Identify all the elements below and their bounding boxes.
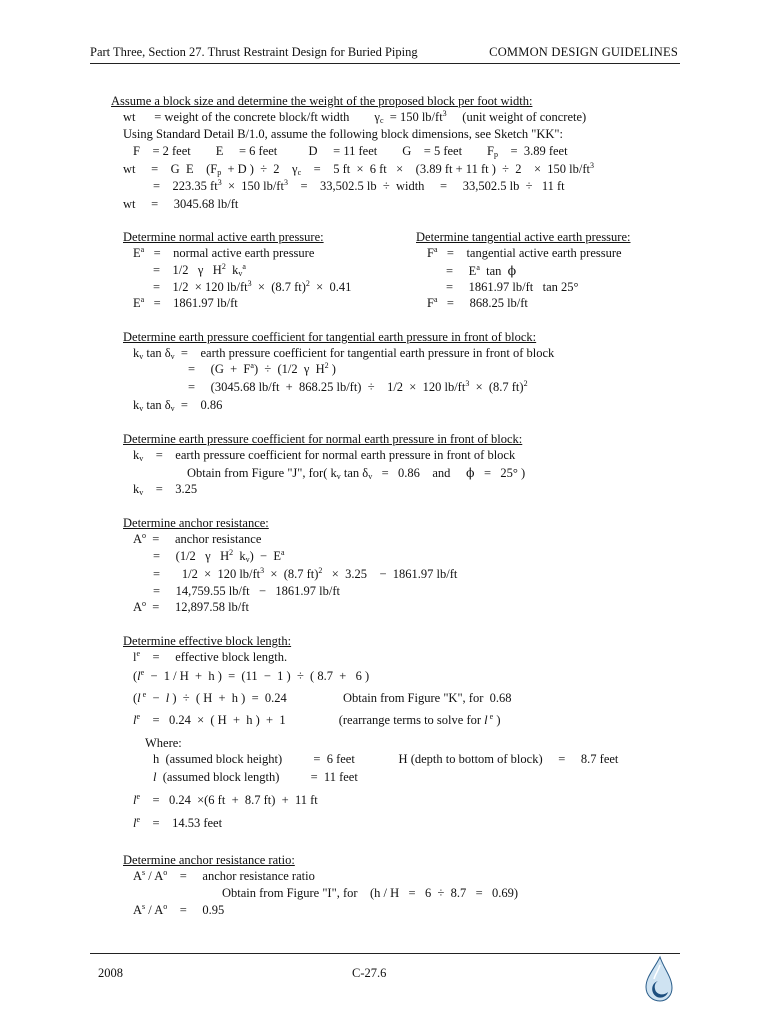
section-heading: Determine tangential active earth pressure: xyxy=(416,230,631,244)
footer-page-number: C-27.6 xyxy=(352,966,387,980)
equation-line: F = 2 feet E = 6 feet D = 11 feet G = 5 feet $F_p$ = 3.89 feet xyxy=(133,144,568,159)
header-guidelines-title: COMMON DESIGN GUIDELINES xyxy=(489,45,678,59)
equation-line: = $(G + F^a) \div (1/2$ γ $H^2$ ) xyxy=(188,361,336,376)
equation-line: l (assumed block length) = 11 feet xyxy=(153,770,358,784)
equation-line: ($l^e - 1 / H + h$ ) = (11 − 1 ) ÷ ( 8.7 + 6 ) xyxy=(133,668,370,683)
equation-line: $k_v$ $\tan \delta_v$ = 0.86 xyxy=(133,398,223,413)
equation-line: = 14,759.55 lb/ft − 1861.97 lb/ft xyxy=(153,584,341,598)
section-heading: Determine anchor resistance ratio: xyxy=(123,853,295,867)
equation-line: Obtain from Figure "I", for (h / H = 6 ÷ 8.7 = 0.69) xyxy=(222,886,519,900)
equation-line: $k_v$ $\tan \delta_v$ = earth pressure coefficient for tangential earth pressure in front of block xyxy=(133,346,555,361)
water-drop-logo-icon xyxy=(640,955,674,1003)
equation-line: = 1/2 × 120 $lb/ft^3 \times (8.7$ ft)$^2$ × 0.41 xyxy=(153,279,352,294)
equation-line: wt = 3045.68 lb/ft xyxy=(123,197,239,211)
header-section-title: Part Three, Section 27. Thrust Restraint Design for Buried Piping xyxy=(90,45,418,59)
equation-line: = $E^a$ tan ϕ xyxy=(446,263,517,278)
section-heading: Assume a block size and determine the weight of the proposed block per foot width: xyxy=(111,94,533,108)
section-heading: Determine earth pressure coefficient for tangential earth pressure in front of block: xyxy=(123,330,537,344)
equation-line: $k_v$ = 3.25 xyxy=(133,482,198,497)
equation-line: Where: xyxy=(145,736,182,750)
equation-line: = (1/2 γ $H^2$ $k_v) - E^a$ xyxy=(153,548,285,564)
equation-line: $l^e$ = 0.24 ×(6 ft + 8.7 ft) + 11 ft xyxy=(133,792,318,807)
equation-line: Obtain from Figure "J", for( $k_v$ $\tan \delta_v = 0.86$ and ϕ = 25° ) xyxy=(187,465,526,481)
section-heading: Determine earth pressure coefficient for normal earth pressure in front of block: xyxy=(123,432,523,446)
equation-line: = 1/2 × 120 $lb/ft^3 \times (8.7$ ft)$^2$ × 3.25 − 1861.97 lb/ft xyxy=(153,566,458,581)
equation-line: $l^e$ = effective block length. xyxy=(133,649,288,664)
equation-line: $E^a$ = normal active earth pressure xyxy=(133,245,315,260)
header-rule xyxy=(90,63,680,64)
equation-line: wt = weight of the concrete block/ft width $\gamma_c = 150$ $lb/ft^3$ (unit weight of concrete) xyxy=(123,109,587,125)
section-heading: Determine normal active earth pressure: xyxy=(123,230,324,244)
equation-line: wt = G E ($F_p + D$ ) ÷ 2 $\gamma_c$ = 5 ft × 6 ft × (3.89 ft + 11 ft ) ÷ 2 × 150 $lb/ft^3$ xyxy=(123,161,594,177)
equation-line: h (assumed block height) = 6 feet H (depth to bottom of block) = 8.7 feet xyxy=(153,752,619,766)
equation-line: = (3045.68 lb/ft + 868.25 lb/ft) ÷ 1/2 × 120 $lb/ft^3 \times (8.7$ ft)$^2$ xyxy=(188,379,528,394)
section-heading: Determine effective block length: xyxy=(123,634,292,648)
equation-line: (l $^e$ − l ) ÷ ( H + h ) = 0.24 Obtain from Figure "K", for 0.68 xyxy=(133,690,512,705)
equation-line: Using Standard Detail B/1.0, assume the following block dimensions, see Sketch "KK": xyxy=(123,127,564,141)
equation-line: = 223.35 $ft^3 \times 150$ $lb/ft^3$ = 33,502.5 lb ÷ width = 33,502.5 lb ÷ 11 ft xyxy=(153,178,565,193)
equation-line: $l^e$ = 14.53 feet xyxy=(133,815,223,830)
equation-line: $E^a$ = 1861.97 lb/ft xyxy=(133,295,238,310)
equation-line: $A^o$ = 12,897.58 lb/ft xyxy=(133,599,249,614)
equation-line: $A^s / A^o$ = 0.95 xyxy=(133,902,225,917)
section-heading: Determine anchor resistance: xyxy=(123,516,269,530)
equation-line: $l^e$ = 0.24 × ( H + h ) + 1 (rearrange terms to solve for l $^e$ ) xyxy=(133,712,501,727)
equation-line: $F^a$ = 868.25 lb/ft xyxy=(427,295,528,310)
equation-line: $k_v$ = earth pressure coefficient for normal earth pressure in front of block xyxy=(133,448,516,463)
footer-rule xyxy=(90,953,680,954)
equation-line: $A^s / A^o$ = anchor resistance ratio xyxy=(133,868,315,883)
equation-line: = 1861.97 lb/ft tan 25° xyxy=(446,280,579,294)
equation-line: $F^a$ = tangential active earth pressure xyxy=(427,245,622,260)
equation-line: = 1/2 γ $H^2$ $k_v^a$ xyxy=(153,262,246,278)
footer-year: 2008 xyxy=(98,966,123,980)
equation-line: $A^o$ = anchor resistance xyxy=(133,531,262,546)
